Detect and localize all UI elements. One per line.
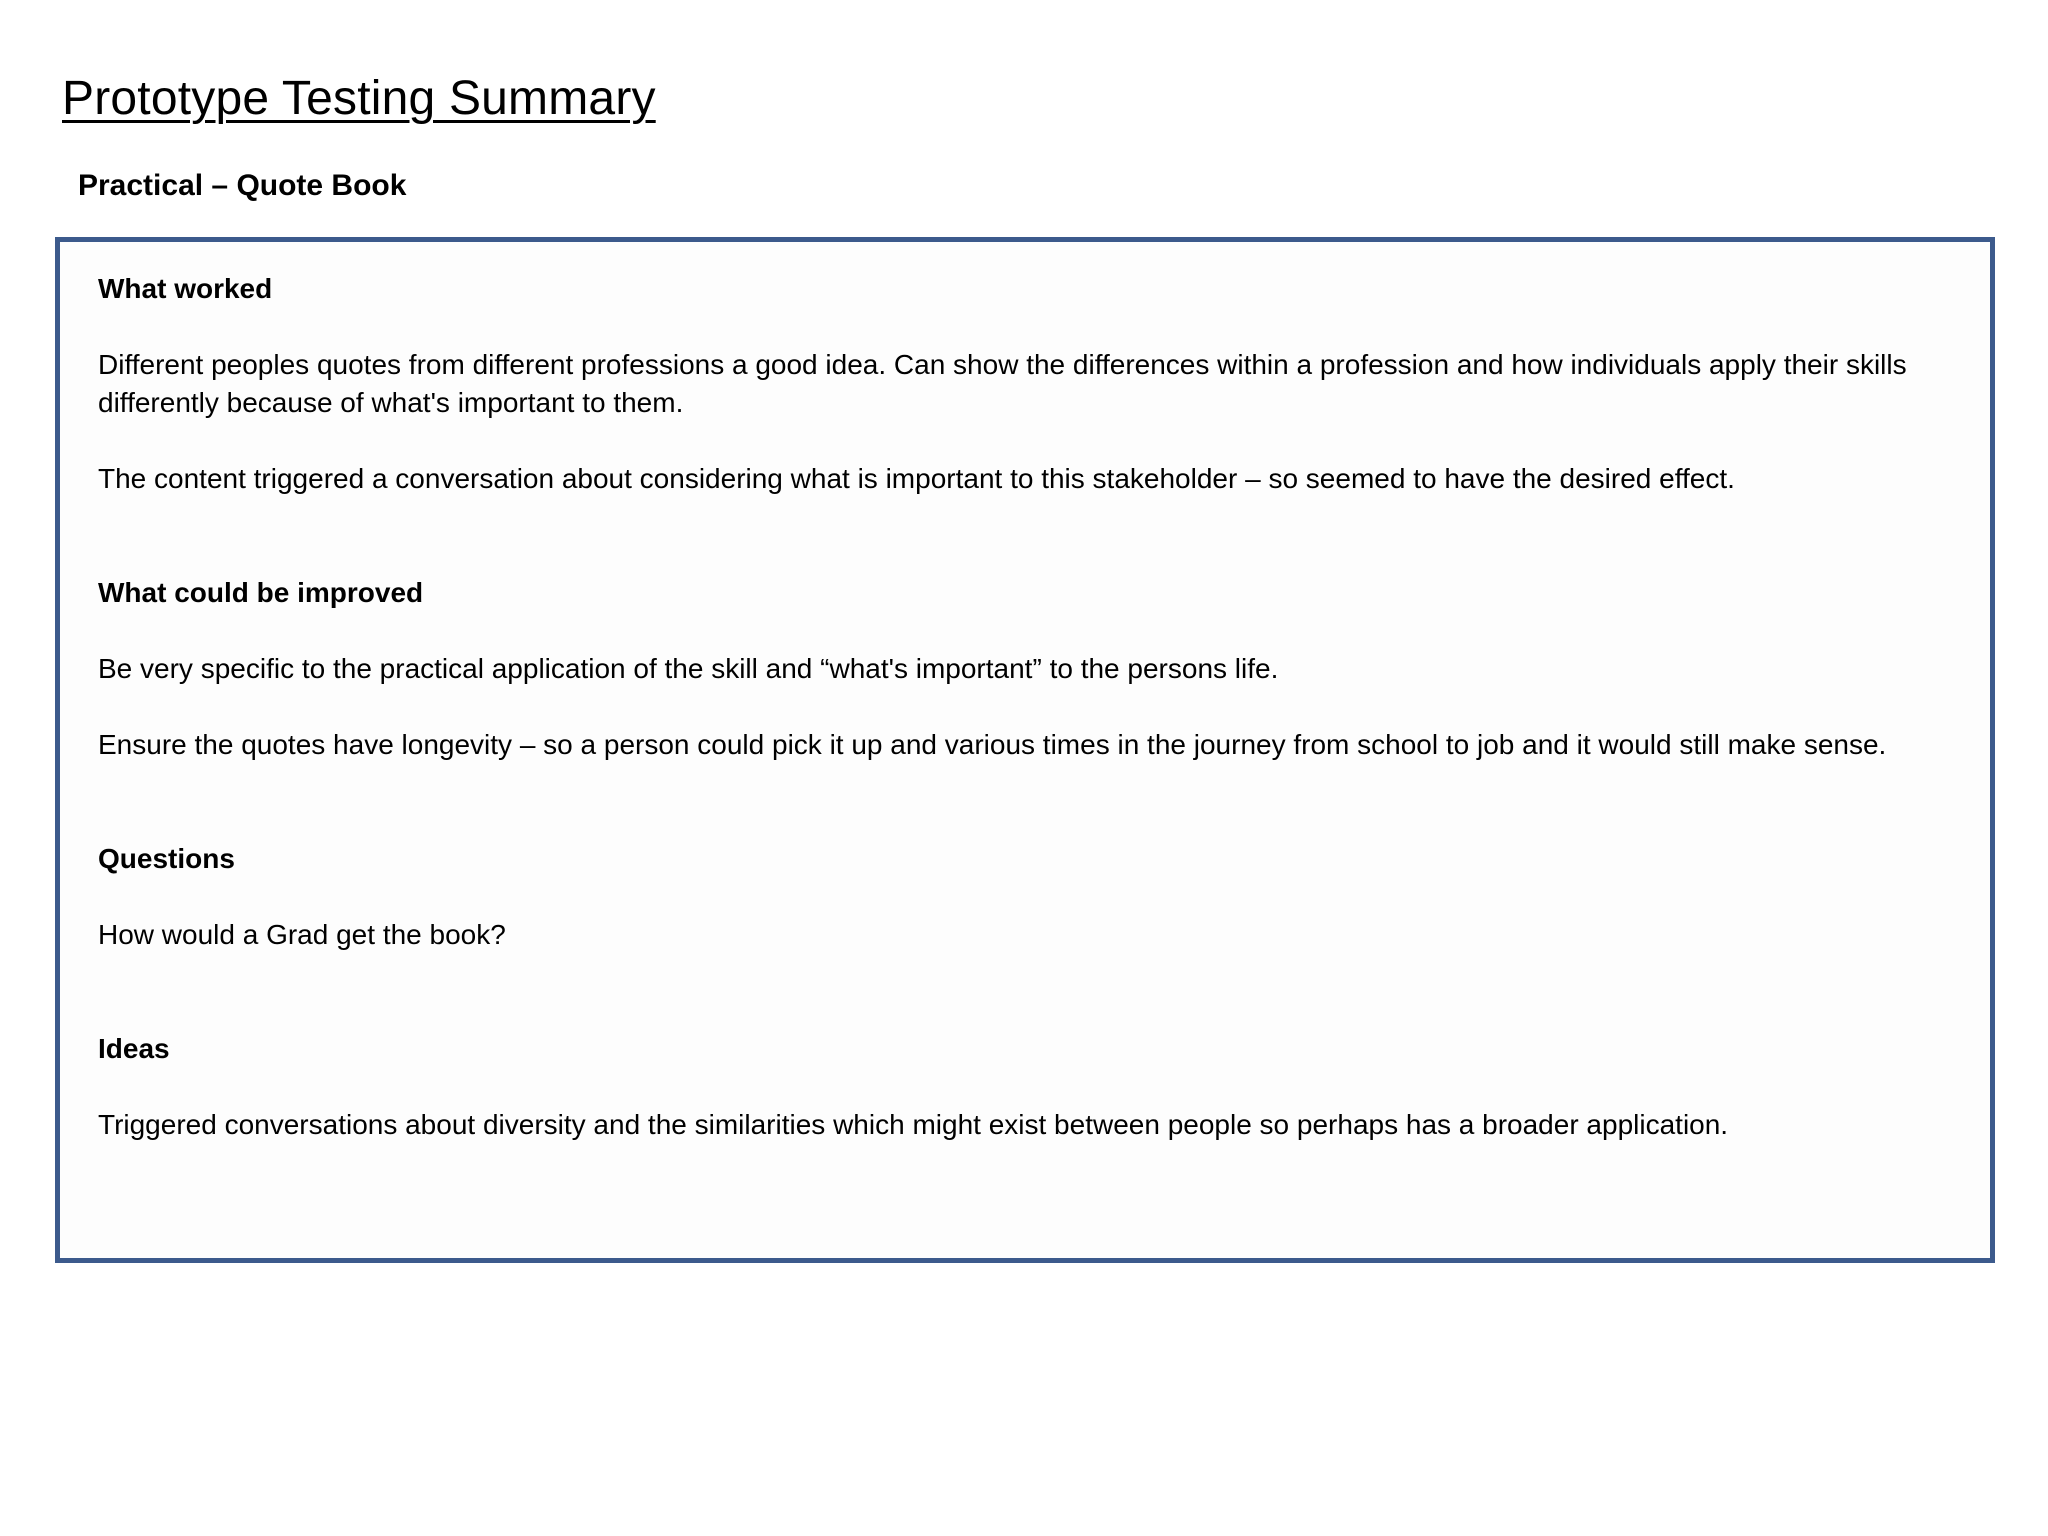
improvement-paragraph: Ensure the quotes have longevity – so a person could pick it up and various times in the journey from school to job and it would still make sense. xyxy=(98,729,1887,760)
ideas-section xyxy=(98,1030,1948,1144)
summary-content xyxy=(98,270,1948,1144)
questions-heading: Questions xyxy=(98,843,235,874)
what-worked-section xyxy=(98,270,1948,498)
summary-box xyxy=(55,237,1995,1263)
page-title: Prototype Testing Summary xyxy=(62,72,656,125)
questions-section xyxy=(98,840,1948,954)
what-worked-heading: What worked xyxy=(98,273,273,304)
what-worked-paragraph: Different peoples quotes from different professions a good idea. Can show the differences within a profession and how individuals apply their skills differently because of what's important to them. xyxy=(98,349,1907,418)
question-paragraph: How would a Grad get the book? xyxy=(98,919,506,950)
idea-paragraph: Triggered conversations about diversity and the similarities which might exist between people so perhaps has a broader application. xyxy=(98,1109,1729,1140)
what-could-be-improved-heading: What could be improved xyxy=(98,577,424,608)
ideas-heading: Ideas xyxy=(98,1033,170,1064)
improvement-paragraph: Be very specific to the practical application of the skill and “what's important” to the persons life. xyxy=(98,653,1279,684)
what-worked-paragraph: The content triggered a conversation about considering what is important to this stakeholder – so seemed to have the desired effect. xyxy=(98,463,1735,494)
page-subtitle: Practical – Quote Book xyxy=(78,169,407,202)
what-could-be-improved-section xyxy=(98,574,1948,764)
